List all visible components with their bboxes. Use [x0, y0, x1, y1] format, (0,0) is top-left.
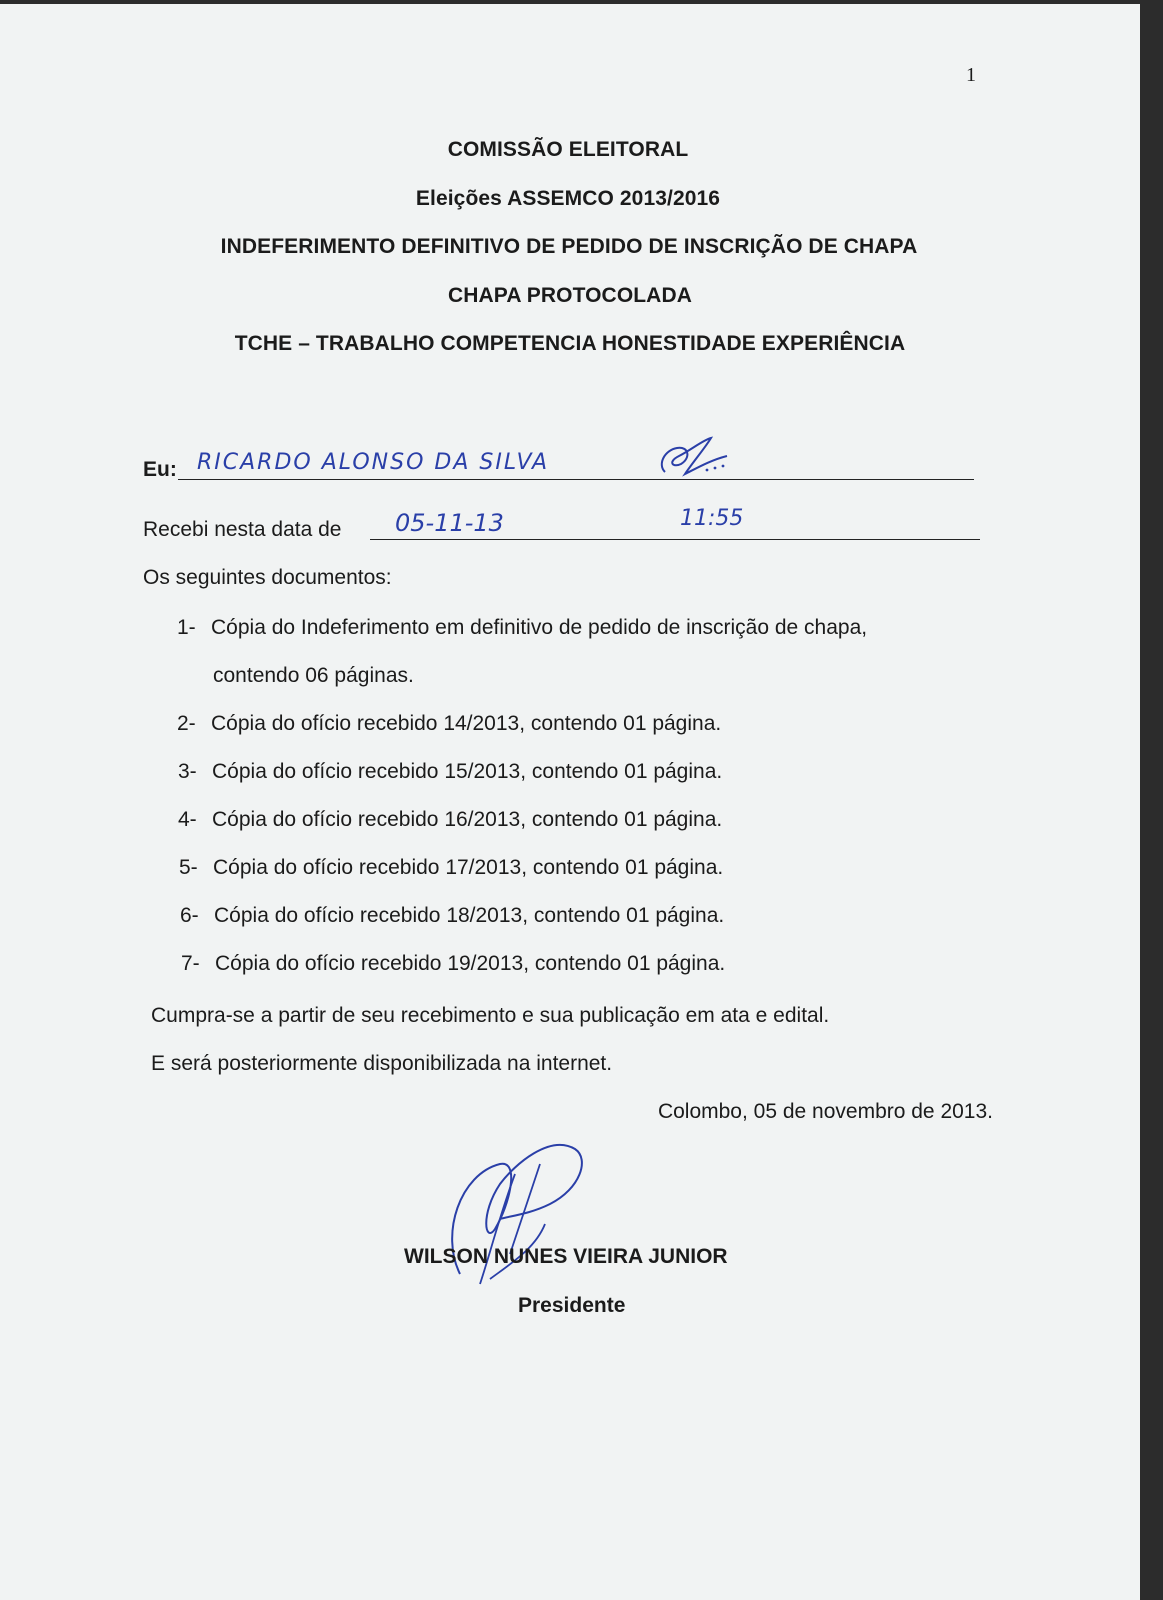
- list-item-text: Cópia do Indeferimento em definitivo de pedido de inscrição de chapa,: [211, 616, 868, 639]
- list-item-text: Cópia do ofício recebido 19/2013, contendo 01 página.: [215, 952, 726, 975]
- signer-role: Presidente: [518, 1294, 626, 1317]
- list-item-number: 1-: [177, 616, 196, 639]
- header-election: Eleições ASSEMCO 2013/2016: [415, 187, 721, 210]
- header-commission: COMISSÃO ELEITORAL: [447, 138, 689, 161]
- page-number: 1: [966, 64, 976, 86]
- list-item-text: Cópia do ofício recebido 14/2013, contendo 01 página.: [211, 712, 722, 735]
- list-item-number: 4-: [178, 808, 197, 831]
- list-item: [177, 712, 721, 736]
- list-item-number: 2-: [177, 712, 196, 735]
- place-and-date: Colombo, 05 de novembro de 2013.: [657, 1100, 993, 1123]
- president-signature-icon: [440, 1134, 600, 1294]
- header-slate-name: TCHE – TRABALHO COMPETENCIA HONESTIDADE EXPERIÊNCIA: [234, 332, 906, 355]
- list-item: [181, 952, 725, 976]
- handwritten-name: RICARDO ALONSO DA SILVA: [197, 450, 550, 475]
- document-page: [0, 4, 1140, 1600]
- list-item: [178, 760, 722, 784]
- recebi-label: Recebi nesta data de: [143, 518, 342, 541]
- documents-label: Os seguintes documentos:: [143, 566, 392, 589]
- list-item-number: 7-: [181, 952, 200, 975]
- list-item-text: Cópia do ofício recebido 15/2013, contendo 01 página.: [212, 760, 723, 783]
- header-status: CHAPA PROTOCOLADA: [448, 284, 692, 307]
- list-item: [180, 904, 724, 928]
- list-item-number: 6-: [180, 904, 199, 927]
- closing-line-1: Cumpra-se a partir de seu recebimento e sua publicação em ata e edital.: [151, 1004, 830, 1027]
- signer-name: WILSON NUNES VIEIRA JUNIOR: [404, 1245, 728, 1268]
- list-item-number: 5-: [179, 856, 198, 879]
- header-subject: INDEFERIMENTO DEFINITIVO DE PEDIDO DE INSCRIÇÃO DE CHAPA: [220, 235, 918, 258]
- list-item-text: Cópia do ofício recebido 16/2013, contendo 01 página.: [212, 808, 723, 831]
- initials-signature-icon: [655, 434, 735, 484]
- list-item-text: Cópia do ofício recebido 17/2013, contendo 01 página.: [213, 856, 724, 879]
- list-item-continuation: contendo 06 páginas.: [213, 664, 414, 687]
- list-item: [179, 856, 723, 880]
- list-item-number: 3-: [178, 760, 197, 783]
- handwritten-date: 05-11-13: [395, 509, 504, 537]
- eu-underline: [178, 479, 974, 480]
- list-item: [177, 616, 867, 640]
- handwritten-time: 11:55: [680, 506, 744, 531]
- recebi-underline: [370, 539, 980, 540]
- closing-line-2: E será posteriormente disponibilizada na internet.: [151, 1052, 613, 1075]
- list-item-text: Cópia do ofício recebido 18/2013, contendo 01 página.: [214, 904, 725, 927]
- list-item: [178, 808, 722, 832]
- eu-label: Eu:: [143, 458, 177, 481]
